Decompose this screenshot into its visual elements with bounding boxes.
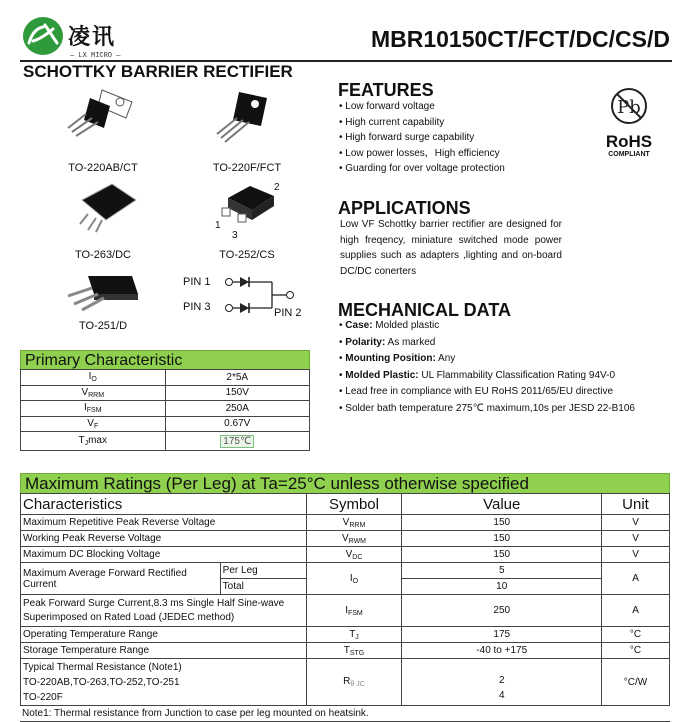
to263-package-image: [70, 180, 150, 240]
mechanical-item: • Case: Molded plastic: [339, 318, 635, 335]
to220f-package-image: [205, 84, 285, 146]
logo-english-text: — LX MICRO —: [70, 52, 121, 60]
primary-characteristic-heading: Primary Characteristic: [20, 350, 310, 369]
pb-text: Pb: [617, 97, 641, 118]
table-row: Maximum Repetitive Peak Reverse Voltage $V_{RRM}$ 150 V: [21, 515, 670, 531]
pin1-label: PIN 1: [183, 276, 211, 288]
maximum-ratings-heading: Maximum Ratings (Per Leg) at Ta=25°C unless otherwise specified: [20, 473, 670, 493]
table-header-row: Characteristics Symbol Value Unit: [21, 494, 670, 515]
mechanical-item: • Lead free in compliance with EU RoHS 2011/65/EU directive: [339, 384, 635, 401]
table-row: $V_{RRM}$ 150V: [21, 385, 310, 401]
feature-item: • Low power losses，High efficiency: [339, 146, 505, 162]
mechanical-list: [339, 318, 635, 417]
rohs-badge: [596, 86, 662, 166]
mechanical-item: • Polarity: As marked: [339, 335, 635, 352]
part-number: MBR10150CT/FCT/DC/CS/D: [370, 26, 670, 52]
tj-max-value: 175℃: [220, 435, 254, 448]
maximum-ratings-table: [20, 473, 670, 722]
thermal-note: Note1: Thermal resistance from Junction to case per leg mounted on heatsink.: [20, 706, 670, 722]
mechanical-heading: MECHANICAL DATA: [338, 300, 511, 320]
to220ab-package-image: [60, 84, 140, 144]
package-label: TO-251/D: [78, 320, 128, 332]
rohs-label: RoHS: [605, 132, 653, 151]
mechanical-item: • Molded Plastic: UL Flammability Classification Rating 94V-0: [339, 368, 635, 385]
table-row: Maximum Average Forward Rectified Current Per Leg $I_O$ 5 A: [21, 563, 670, 579]
pin3-label: PIN 3: [183, 301, 211, 313]
table-row: $T_J\max$ 175℃: [21, 432, 310, 451]
pin2-label: PIN 2: [274, 307, 302, 319]
table-row: Peak Forward Surge Current,8.3 ms Single Half Sine-wave Superimposed on Rated Load (JEDEC method) $I_{FSM}$ 250 A: [21, 595, 670, 627]
applications-text: Low VF Schottky barrier rectifier are designed for high freqency, miniature switched mode power supplies such as adapters ,lighting and on-board DC/DC conerters: [340, 219, 562, 277]
lead-free-icon: [596, 86, 662, 126]
table-row: $I_O$ 2*5A: [21, 370, 310, 386]
pin-number-3: 3: [232, 230, 238, 241]
logo-chinese-text: 凌讯: [68, 24, 117, 50]
features-heading: FEATURES: [338, 80, 434, 100]
package-label: TO-263/DC: [74, 249, 132, 261]
document-title: SCHOTTKY BARRIER RECTIFIER: [23, 62, 293, 81]
table-row: $V_F$ 0.67V: [21, 416, 310, 432]
package-label: TO-220AB/CT: [68, 162, 138, 174]
rohs-compliant-label: COMPLIANT: [608, 151, 650, 158]
package-label: TO-220F/FCT: [212, 162, 282, 174]
features-list: [339, 99, 505, 177]
table-row: Typical Thermal Resistance (Note1) TO-220AB,TO-263,TO-252,TO-251 TO-220F $R_{\theta JC}$ 2 4 °C/W: [21, 659, 670, 706]
pin-number-2: 2: [274, 182, 280, 193]
applications-heading: APPLICATIONS: [338, 198, 471, 218]
feature-item: • High forward surge capability: [339, 130, 505, 146]
mechanical-item: • Mounting Position: Any: [339, 351, 635, 368]
to252-package-image: [212, 182, 292, 240]
pin-number-1: 1: [215, 220, 221, 231]
table-row: $I_{FSM}$ 250A: [21, 401, 310, 417]
pin-schematic-diagram: [224, 274, 296, 314]
table-row: Total 10: [21, 579, 670, 595]
logo-emblem-icon: [23, 17, 63, 55]
mechanical-item: • Solder bath temperature 275℃ maximum,10s per JESD 22-B106: [339, 401, 635, 418]
company-logo: [20, 14, 140, 62]
to251-package-image: [58, 268, 148, 320]
package-label: TO-252/CS: [219, 249, 275, 261]
table-row: Working Peak Reverse Voltage $V_{RWM}$ 150 V: [21, 531, 670, 547]
table-row: Maximum DC Blocking Voltage $V_{DC}$ 150 V: [21, 547, 670, 563]
table-row: Storage Temperature Range $T_{STG}$ -40 to +175 °C: [21, 643, 670, 659]
feature-item: • High current capability: [339, 115, 505, 131]
table-row: Operating Temperature Range $T_J$ 175 °C: [21, 627, 670, 643]
feature-item: • Guarding for over voltage protection: [339, 161, 505, 177]
feature-item: • Low forward voltage: [339, 99, 505, 115]
primary-characteristic-table: [20, 350, 310, 451]
